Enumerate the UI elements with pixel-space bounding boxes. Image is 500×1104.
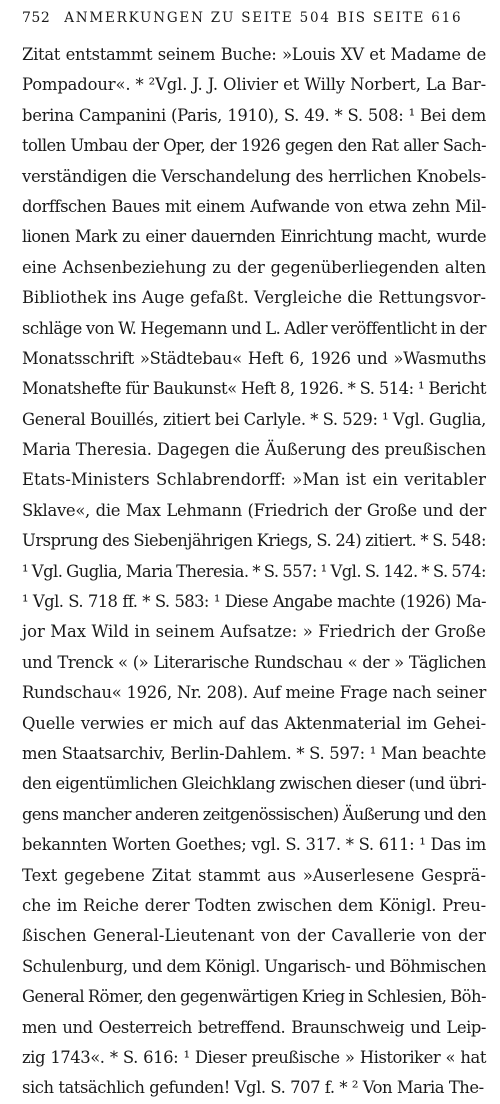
- text-line: Sklave«, die Max Lehmann (Friedrich der Große und der: [22, 500, 486, 520]
- text-line: ¹ Vgl. Guglia, Maria Theresia. * S. 557: ¹ Vgl. S. 142. * S. 574:: [22, 561, 486, 581]
- text-line: ßischen General-Lieutenant von der Cavallerie von der: [22, 926, 486, 946]
- text-line: men Staatsarchiv, Berlin-Dahlem. * S. 597: ¹ Man beachte: [22, 743, 486, 763]
- text-line: dorffschen Baues mit einem Aufwande von etwa zehn Mil-: [22, 196, 486, 216]
- text-line: General Bouillés, zitiert bei Carlyle. * S. 529: ¹ Vgl. Guglia,: [22, 409, 486, 429]
- text-line: Quelle verwies er mich auf das Aktenmaterial im Gehei-: [22, 713, 486, 733]
- text-line: und Trenck « (» Literarische Rundschau « der » Täglichen: [22, 652, 486, 672]
- text-line: zig 1743«. * S. 616: ¹ Dieser preußische » Historiker « hat: [22, 1047, 486, 1067]
- text-line: ¹ Vgl. S. 718 ff. * S. 583: ¹ Diese Angabe machte (1926) Ma-: [22, 592, 486, 612]
- text-line: Etats-Ministers Schlabrendorff: »Man ist ein veritabler: [22, 470, 486, 490]
- text-line: bekannten Worten Goethes; vgl. S. 317. * S. 611: ¹ Das im: [22, 835, 486, 855]
- text-line: Rundschau« 1926, Nr. 208). Auf meine Frage nach seiner: [22, 683, 486, 703]
- page-number: 752: [22, 10, 51, 26]
- running-head: [22, 10, 486, 36]
- text-line: che im Reiche derer Todten zwischen dem Königl. Preu-: [22, 895, 486, 915]
- text-line: lionen Mark zu einer dauernden Einrichtung macht, wurde: [22, 227, 486, 247]
- text-line: verständigen die Verschandelung des herrlichen Knobels-: [22, 166, 487, 186]
- text-line: Schulenburg, und dem Königl. Ungarisch- und Böhmischen: [22, 956, 486, 976]
- text-line: Pompadour«. * ²Vgl. J. J. Olivier et Willy Norbert, La Bar-: [22, 75, 486, 95]
- text-line: eine Achsenbeziehung zu der gegenüberliegenden alten: [22, 257, 486, 277]
- text-line: Zitat entstammt seinem Buche: »Louis XV et Madame de: [22, 45, 486, 64]
- text-line: jor Max Wild in seinem Aufsatze: » Friedrich der Große: [22, 622, 486, 642]
- text-line: Text gegebene Zitat stammt aus »Auserlesene Gesprä-: [22, 865, 486, 885]
- text-line: Ursprung des Siebenjährigen Kriegs, S. 24) zitiert. * S. 548:: [22, 531, 486, 551]
- text-line: men und Oesterreich betreffend. Braunschweig und Leip-: [22, 1017, 486, 1037]
- text-line: Bibliothek ins Auge gefaßt. Vergleiche die Rettungsvor-: [22, 288, 486, 308]
- text-line: sich tatsächlich gefunden! Vgl. S. 707 f. * ² Von Maria The-: [22, 1078, 484, 1098]
- text-line: General Römer, den gegenwärtigen Krieg in Schlesien, Böh-: [22, 987, 486, 1007]
- text-line: berina Campanini (Paris, 1910), S. 49. * S. 508: ¹ Bei dem: [22, 105, 486, 125]
- annotation-text: [22, 40, 486, 1104]
- text-line: den eigentümlichen Gleichklang zwischen dieser (und übri-: [22, 774, 486, 794]
- text-line: Monatsschrift »Städtebau« Heft 6, 1926 und »Wasmuths: [22, 348, 486, 368]
- running-head-title: ANMERKUNGEN ZU SEITE 504 BIS SEITE 616: [64, 10, 463, 26]
- book-page: [22, 10, 486, 1104]
- text-line: Monatshefte für Baukunst« Heft 8, 1926. * S. 514: ¹ Bericht: [22, 379, 486, 399]
- text-line: tollen Umbau der Oper, der 1926 gegen den Rat aller Sach-: [22, 136, 486, 156]
- text-line: gens mancher anderen zeitgenössischen) Äußerung und den: [22, 804, 486, 824]
- text-line: Maria Theresia. Dagegen die Äußerung des preußischen: [22, 440, 486, 460]
- text-line: schläge von W. Hegemann und L. Adler veröffentlicht in der: [22, 318, 486, 338]
